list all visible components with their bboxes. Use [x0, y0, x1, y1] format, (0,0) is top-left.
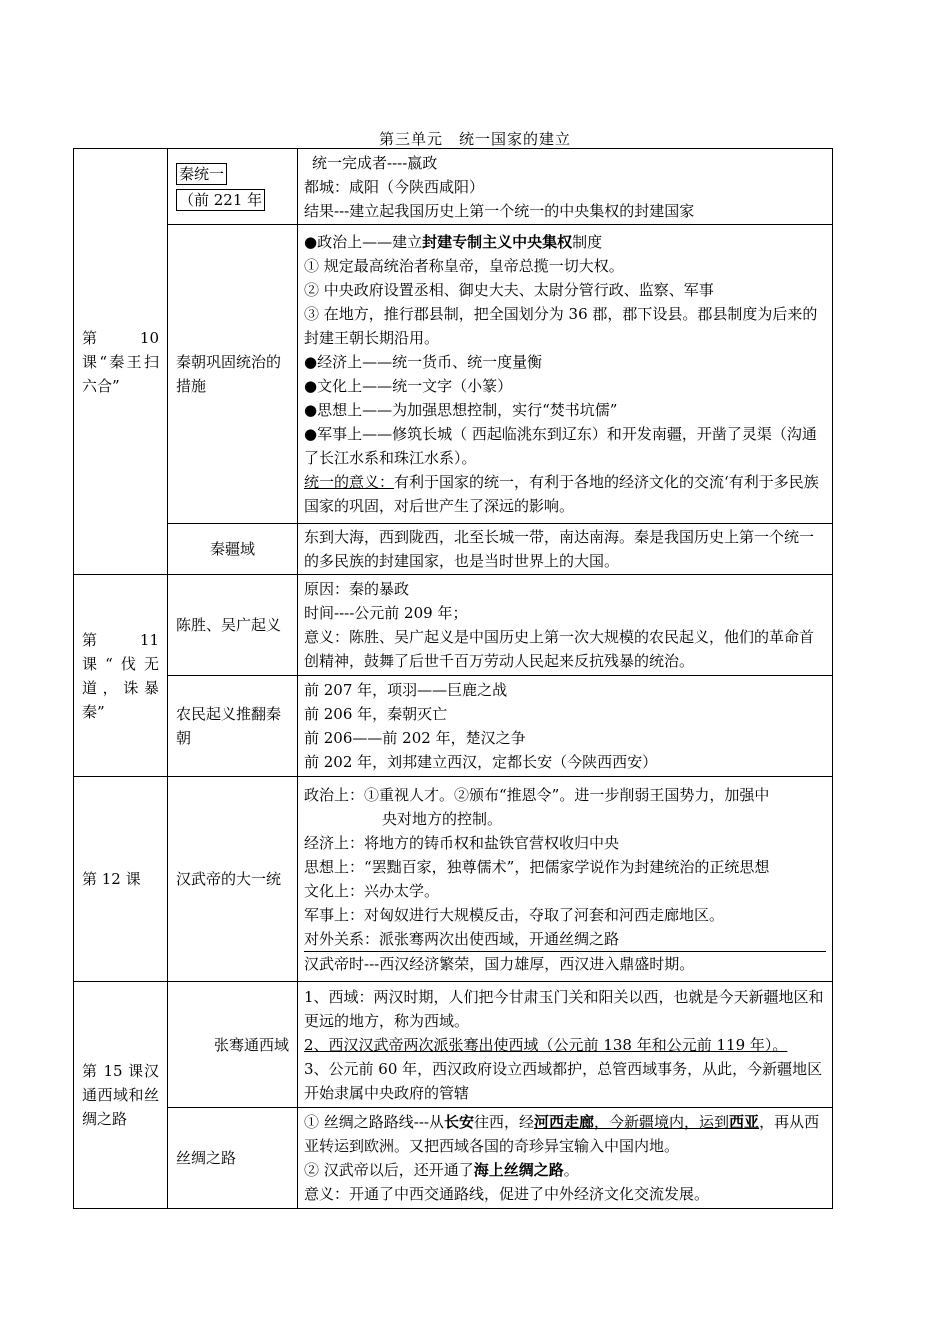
table-row — [74, 1108, 833, 1209]
content-line: 思想上：“罢黜百家，独尊儒术”，把儒家学说作为封建统治的正统思想 — [304, 857, 770, 876]
emphasis: 河西走廊 — [534, 1113, 595, 1131]
content-line: 时间----公元前 209 年； — [304, 604, 468, 622]
content-line: ●经济上——统一货币、统一度量衡 — [304, 353, 543, 371]
content-line: 都城：咸阳（今陕西咸阳） — [304, 177, 485, 196]
content-line: ●政治上——建立封建专制主义中央集权制度 — [304, 233, 603, 251]
table-row — [74, 524, 833, 575]
lesson-cell: 第 10 课“秦王扫六合” — [74, 149, 168, 575]
content-line: 意义：开通了中西交通路线，促进了中外经济文化交流发展。 — [304, 1185, 710, 1203]
lesson-cell: 第 11 课“伐无道，诛暴秦” — [74, 575, 168, 777]
content-line: 结果---建立起我国历史上第一个统一的中央集权的封建国家 — [304, 201, 695, 220]
content-line: 汉武帝时---西汉经济繁荣，国力雄厚，西汉进入鼎盛时期。 — [304, 951, 826, 976]
content-line: 前 206——前 202 年，楚汉之争 — [304, 729, 526, 747]
content-line: 3、公元前 60 年，西汉政府设立西域都护，总管西域事务，从此，今新疆地区开始隶属中央政府的管辖 — [304, 1059, 823, 1102]
content-line: 统一完成者----嬴政 — [312, 153, 438, 172]
emphasis: 西亚 — [729, 1113, 760, 1131]
table-row — [74, 575, 833, 676]
content-line: ② 汉武帝以后，还开通了海上丝绸之路。 — [304, 1161, 579, 1179]
emphasis: 海上丝绸之路 — [473, 1161, 564, 1179]
content-line: 央对地方的控制。 — [382, 809, 503, 828]
summary-table — [73, 148, 833, 1209]
emphasis: 长安 — [443, 1113, 474, 1131]
content-line: 东到大海，西到陇西，北至长城一带，南达南海。秦是我国历史上第一个统一的多民族的封建国家，也是当时世界上的大国。 — [304, 528, 815, 570]
topic-cell: 汉武帝的大一统 — [168, 777, 298, 982]
content-line: ③ 在地方，推行郡县制，把全国划分为 36 郡，郡下设县。郡县制度为后来的封建王朝长期沿用。 — [304, 305, 818, 347]
content-line: ●军事上——修筑长城（ 西起临洮东到辽东）和开发南疆，开凿了灵渠（沟通了长江水系和珠江水系）。 — [304, 425, 817, 467]
content-cell — [298, 982, 833, 1108]
table-row — [74, 676, 833, 777]
content-line: 军事上：对匈奴进行大规模反击，夺取了河套和河西走廊地区。 — [304, 905, 725, 924]
content-cell — [298, 575, 833, 676]
content-line: 经济上：将地方的铸币权和盐铁官营权收归中央 — [304, 833, 620, 852]
topic-cell: 秦疆域 — [168, 524, 298, 575]
content-cell — [298, 676, 833, 777]
lesson-cell: 第 12 课 — [74, 777, 168, 982]
table-row — [74, 149, 833, 225]
content-cell — [298, 524, 833, 575]
content-line: 前 207 年，项羽——巨鹿之战 — [304, 681, 508, 699]
content-cell — [298, 149, 833, 225]
topic-label: 秦统一 — [176, 163, 227, 185]
content-line: 文化上：兴办太学。 — [304, 881, 440, 900]
table-row — [74, 225, 833, 524]
page-title: 第三单元 统一国家的建立 — [378, 130, 571, 148]
content-cell — [298, 1108, 833, 1209]
content-line: ① 丝绸之路路线---从长安往西，经河西走廊，今新疆境内，运到西亚，再从西亚转运到欧洲。又把西域各国的奇珍异宝输入中国内地。 — [304, 1113, 820, 1155]
content-line: 原因：秦的暴政 — [304, 580, 410, 598]
topic-cell: 陈胜、吴广起义 — [168, 575, 298, 676]
content-line: 1、西域：两汉时期，人们把今甘肃玉门关和阳关以西，也就是今天新疆地区和更远的地方，称为西域。 — [304, 987, 824, 1030]
content-line: 政治上：①重视人才。②颁布“推恩令”。进一步削弱王国势力，加强中 — [304, 785, 770, 804]
content-line: ●文化上——统一文字（小篆） — [304, 377, 513, 395]
topic-cell: 农民起义推翻秦朝 — [168, 676, 298, 777]
content-cell — [298, 225, 833, 524]
topic-cell: 秦朝巩固统治的措施 — [168, 225, 298, 524]
lesson-cell: 第 15 课汉通西域和丝绸之路 — [74, 982, 168, 1209]
topic-cell: 张骞通西域 — [168, 982, 298, 1108]
content-line: ② 中央政府设置丞相、御史大夫、太尉分管行政、监察、军事 — [304, 281, 714, 299]
content-cell — [298, 777, 833, 982]
table-row — [74, 777, 833, 982]
content-line: 2、西汉汉武帝两次派张骞出使西域（公元前 138 年和公元前 119 年）。 — [304, 1035, 788, 1054]
topic-cell — [168, 149, 298, 225]
content-line: 对外关系：派张骞两次出使西域，开通丝绸之路 — [304, 929, 620, 948]
underlined-label: 统一的意义： — [304, 473, 395, 491]
topic-cell: 丝绸之路 — [168, 1108, 298, 1209]
content-line: 前 202 年，刘邦建立西汉，定都长安（今陕西西安） — [304, 753, 658, 771]
content-line: 前 206 年，秦朝灭亡 — [304, 705, 448, 723]
content-line: 意义：陈胜、吴广起义是中国历史上第一次大规模的农民起义，他们的革命首创精神，鼓舞了后世千百万劳动人民起来反抗残暴的统治。 — [304, 628, 815, 670]
topic-date: （前 221 年 — [176, 189, 265, 211]
table-row — [74, 982, 833, 1108]
content-line: 统一的意义：有利于国家的统一，有利于各地的经济文化的交流‘有利于多民族国家的巩固，对后世产生了深远的影响。 — [304, 473, 819, 515]
content-line: ① 规定最高统治者称皇帝，皇帝总揽一切大权。 — [304, 257, 624, 275]
content-line: ●思想上——为加强思想控制，实行“焚书坑儒” — [304, 401, 618, 419]
emphasis: 封建专制主义中央集权 — [422, 233, 573, 251]
